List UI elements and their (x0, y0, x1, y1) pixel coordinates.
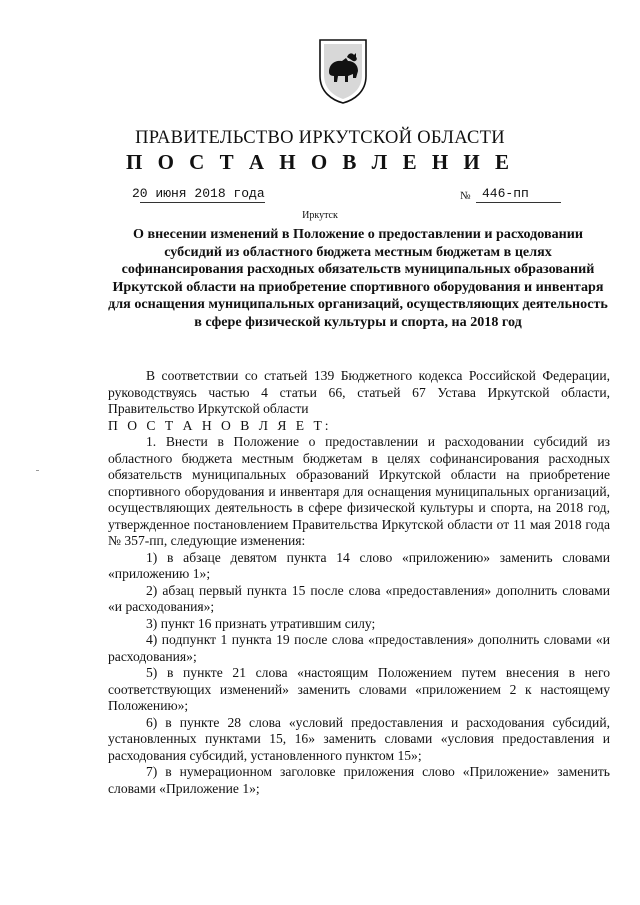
document-type-heading: П О С Т А Н О В Л Е Н И Е (125, 150, 514, 174)
government-name: ПРАВИТЕЛЬСТВО ИРКУТСКОЙ ОБЛАСТИ (135, 128, 505, 148)
document-title: О внесении изменений в Положение о предоставлении и расходовании субсидий из областного бюджета местным бюджетам в целях софинансирования расходных обязательств муниципальных образований Иркутской области на приобретение спортивного оборудования и инвентаря для оснащения муниципальных организаций, осуществляющих деятельность в сфере физической культуры и спорта, на 2018 год (108, 226, 608, 330)
subitem-1: 1) в абзаце девятом пункта 14 слово «приложению» заменить словами «приложению 1»; (108, 549, 610, 581)
subitem-6: 6) в пункте 28 слова «условий предоставления и расходования субсидий, установленных пунктами 15, 16» заменить словами «условия предоставления и расходования субсидий, установленного пунктом 15»; (108, 714, 610, 763)
margin-mark (36, 470, 39, 471)
subitem-3: 3) пункт 16 признать утратившим силу; (146, 615, 376, 631)
decree-word: П О С Т А Н О В Л Я Е Т: (108, 417, 332, 433)
number-underline (476, 202, 561, 203)
date-underline (140, 202, 265, 203)
document-body (108, 368, 610, 797)
number-sign: № (460, 190, 471, 202)
item-1-paragraph: 1. Внести в Положение о предоставлении и расходовании субсидий из областного бюджета местным бюджетам в целях софинансирования расходных обязательств муниципальных образований Иркутской области на приобретение спортивного оборудования и инвентаря для оснащения муниципальных организаций, осуществляющих деятельность в сфере физической культуры и спорта, на 2018 год, утвержденное постановлением Правительства Иркутской области от 11 мая 2018 года № 357-пп, следующие изменения: (108, 434, 610, 548)
subitem-2: 2) абзац первый пункта 15 после слова «предоставления» дополнить словами «и расходования»; (108, 582, 610, 614)
subitem-4: 4) подпункт 1 пункта 19 после слова «предоставления» дополнить словами «и расходования»; (108, 632, 610, 664)
city-name: Иркутск (302, 210, 338, 221)
preamble-paragraph: В соответствии со статьей 139 Бюджетного кодекса Российской Федерации, руководствуясь частью 4 статьи 66, статьей 67 Устава Иркутской области, Правительство Иркутской области (108, 368, 610, 416)
subitem-7: 7) в нумерационном заголовке приложения слово «Приложение» заменить словами «Приложение 1»; (108, 764, 610, 796)
document-date: 20 июня 2018 года (132, 186, 265, 201)
coat-of-arms-icon (318, 38, 368, 104)
subitem-5: 5) в пункте 21 слова «настоящим Положением путем внесения в него соответствующих изменений» заменить словами «приложением 2 к настоящему Положению»; (108, 665, 610, 713)
document-number: 446-пп (482, 186, 529, 201)
